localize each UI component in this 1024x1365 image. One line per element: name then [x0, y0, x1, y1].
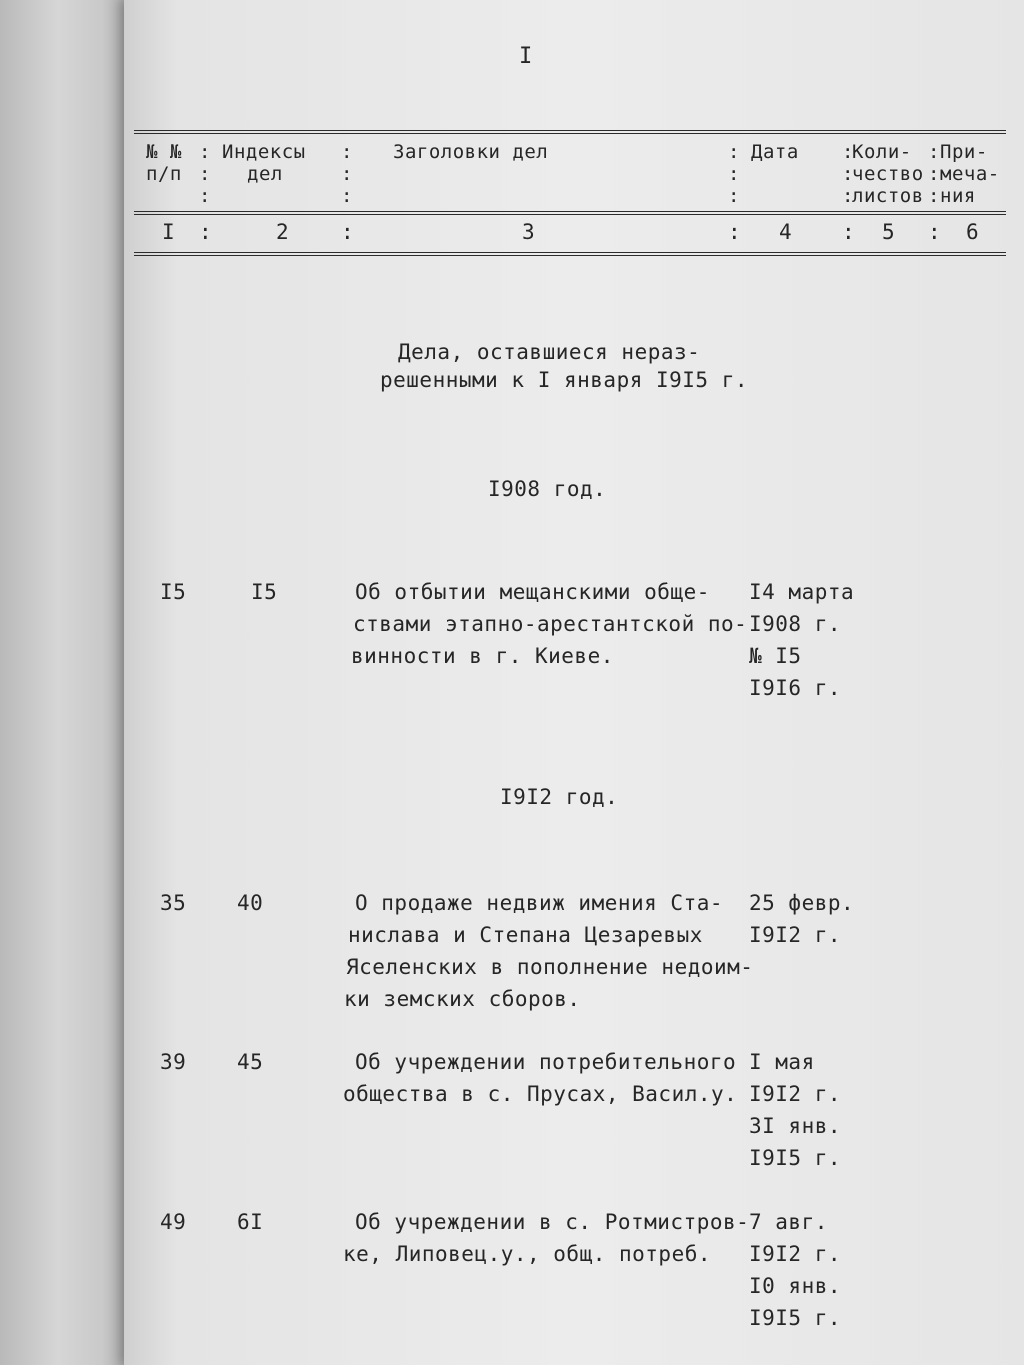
entry-number: 39	[160, 1050, 187, 1074]
entry-date-line: I9I5 г.	[749, 1146, 842, 1170]
header-separator-5: : : :	[928, 141, 940, 207]
entry-title-line: ствами этапно-арестантской по-	[353, 612, 748, 636]
col-number-5: 5	[882, 220, 896, 244]
col6-header-line1: При-	[940, 141, 988, 163]
entry-title-line: винности в г. Киеве.	[351, 644, 614, 668]
year-heading: I9I2 год.	[500, 785, 619, 809]
entry-index: 45	[237, 1050, 264, 1074]
col-number-6: 6	[966, 220, 980, 244]
col2-header-line2: дел	[247, 163, 283, 185]
entry-date-line: I0 янв.	[749, 1274, 842, 1298]
entry-date-line: I4 марта	[749, 580, 855, 604]
entry-title-line: Об отбытии мещанскими обще-	[355, 580, 710, 604]
col3-header: Заголовки дел	[393, 141, 549, 163]
col1-header-line2: п/п	[146, 163, 182, 185]
left-page-edge	[0, 0, 128, 1365]
entry-date-line: 25 февр.	[749, 891, 855, 915]
col-number-1: I	[162, 220, 176, 244]
col-number-sep-4: :	[842, 220, 856, 244]
entry-number: 49	[160, 1210, 187, 1234]
col1-header-line1: № №	[146, 141, 182, 163]
col-number-2: 2	[276, 220, 290, 244]
entry-date-line: I9I5 г.	[749, 1306, 842, 1330]
col2-header-line1: Индексы	[222, 141, 306, 163]
section-title-line1: Дела, оставшиеся нераз-	[398, 340, 701, 364]
entry-title-line: общества в с. Прусах, Васил.у.	[343, 1082, 738, 1106]
entry-index: 6I	[237, 1210, 264, 1234]
entry-date-line: 3I янв.	[749, 1114, 842, 1138]
entry-number: I5	[160, 580, 187, 604]
entry-title-line: ке, Липовец.у., общ. потреб.	[343, 1242, 712, 1266]
entry-date-line: I9I2 г.	[749, 1242, 842, 1266]
entry-title-line: О продаже недвиж имения Ста-	[355, 891, 724, 915]
year-heading: I908 год.	[488, 477, 607, 501]
entry-date-line: № I5	[749, 644, 802, 668]
header-separator-4: : : :	[842, 141, 854, 207]
header-top-rule	[134, 130, 1006, 137]
entry-title-line: ки земских сборов.	[344, 987, 581, 1011]
entry-index: I5	[251, 580, 278, 604]
entry-date-line: I9I2 г.	[749, 1082, 842, 1106]
col5-header-line2: чество	[852, 163, 924, 185]
entry-title-line: Яселенских в пополнение недоим-	[346, 955, 754, 979]
entry-date-line: I9I6 г.	[749, 676, 842, 700]
col-number-sep-5: :	[928, 220, 942, 244]
header-separator-3: : : :	[728, 141, 740, 207]
col6-header-line2: меча-	[940, 163, 1000, 185]
col5-header-line1: Коли-	[852, 141, 912, 163]
header-middle-rule	[134, 211, 1006, 218]
page-number: I	[519, 44, 533, 69]
col-number-3: 3	[522, 220, 536, 244]
col4-header: Дата	[751, 141, 799, 163]
entry-date-line: I9I2 г.	[749, 923, 842, 947]
entry-date-line: 7 авг.	[749, 1210, 828, 1234]
col-number-sep-3: :	[728, 220, 742, 244]
entry-number: 35	[160, 891, 187, 915]
col-number-sep-2: :	[341, 220, 355, 244]
entry-date-line: I мая	[749, 1050, 815, 1074]
section-title-line2: решенными к I января I9I5 г.	[380, 368, 749, 392]
entry-date-line: I908 г.	[749, 612, 842, 636]
entry-title-line: нислава и Степана Цезаревых	[348, 923, 703, 947]
entry-index: 40	[237, 891, 264, 915]
entry-title-line: Об учреждении в с. Ротмистров-	[355, 1210, 750, 1234]
header-separator-2: : : :	[341, 141, 353, 207]
col-number-4: 4	[779, 220, 793, 244]
entry-title-line: Об учреждении потребительного	[355, 1050, 737, 1074]
col6-header-line3: ния	[940, 185, 976, 207]
header-separator-1: : : :	[199, 141, 211, 207]
col5-header-line3: листов	[852, 185, 924, 207]
header-bottom-rule	[134, 252, 1006, 259]
col-number-sep-1: :	[199, 220, 213, 244]
